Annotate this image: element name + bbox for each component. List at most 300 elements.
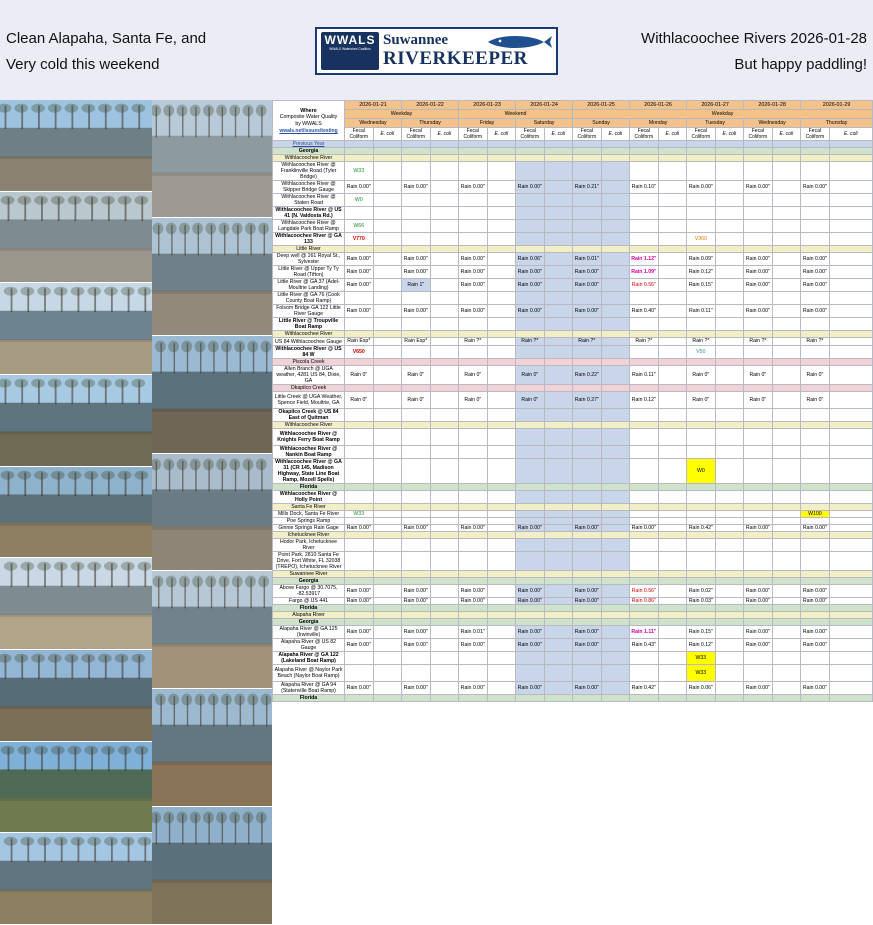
data-cell <box>573 532 602 539</box>
data-cell <box>715 652 744 665</box>
row-location-label[interactable]: Previous Year <box>273 141 345 148</box>
data-cell <box>687 490 716 503</box>
row-location-label: Withlacoochee River @ GA 31 (CR 145, Madison Highway, State Line Boat Ramp, Mozell Spells) <box>273 458 345 483</box>
data-cell <box>715 695 744 702</box>
data-cell <box>345 207 374 220</box>
data-cell <box>373 524 402 531</box>
data-cell: Rain 0.02" <box>687 585 716 598</box>
data-cell <box>544 292 573 305</box>
weekpart-weekday-1: Weekday <box>345 110 459 119</box>
data-cell: Rain 0.00" <box>801 279 830 292</box>
data-cell <box>573 612 602 619</box>
data-cell <box>687 292 716 305</box>
data-cell: W33 <box>345 510 374 517</box>
photo-fallen-tree-over-water <box>0 650 152 741</box>
data-cell <box>772 181 801 194</box>
table-row <box>273 292 873 305</box>
data-cell <box>744 292 773 305</box>
data-cell <box>430 503 459 510</box>
data-cell: Rain 0.06" <box>516 253 545 266</box>
date-header-2026-01-28: 2026-01-28 <box>744 101 801 110</box>
data-cell <box>715 181 744 194</box>
data-cell <box>430 365 459 384</box>
data-cell <box>459 619 488 626</box>
data-cell <box>373 318 402 331</box>
data-cell <box>829 503 872 510</box>
row-location-label: Withlacoochee River @ GA 133 <box>273 233 345 246</box>
data-cell <box>630 148 659 155</box>
data-cell: V650 <box>345 345 374 358</box>
data-cell <box>772 532 801 539</box>
data-cell <box>487 503 516 510</box>
data-cell <box>544 194 573 207</box>
data-cell: Rain 0" <box>687 391 716 408</box>
data-cell <box>744 578 773 585</box>
data-cell <box>687 428 716 445</box>
data-cell: Rain 0" <box>516 365 545 384</box>
data-cell <box>658 524 687 531</box>
data-cell <box>601 318 630 331</box>
table-row <box>273 571 873 578</box>
data-cell <box>630 246 659 253</box>
data-cell: V50 <box>687 345 716 358</box>
data-cell <box>345 155 374 162</box>
data-cell <box>601 305 630 318</box>
data-cell: V360 <box>687 233 716 246</box>
data-cell <box>630 665 659 682</box>
data-cell <box>373 345 402 358</box>
data-cell <box>772 524 801 531</box>
data-cell <box>801 408 830 421</box>
data-cell <box>430 358 459 365</box>
data-cell <box>744 517 773 524</box>
data-cell <box>373 571 402 578</box>
data-cell <box>658 148 687 155</box>
data-cell <box>573 552 602 571</box>
data-cell <box>544 652 573 665</box>
data-cell <box>544 578 573 585</box>
row-location-label: Little Creek @ UGA Weather, Spence Field, Moultrie, GA <box>273 391 345 408</box>
data-cell <box>601 503 630 510</box>
data-cell <box>345 619 374 626</box>
data-cell <box>487 639 516 652</box>
data-cell: Rain 0.00" <box>744 305 773 318</box>
data-cell <box>516 162 545 181</box>
row-location-label: Florida <box>273 483 345 490</box>
data-cell: Rain 0.00" <box>459 253 488 266</box>
data-cell <box>516 194 545 207</box>
data-cell <box>573 331 602 338</box>
where-column-header <box>273 101 345 141</box>
data-cell: Rain 0" <box>345 391 374 408</box>
data-cell <box>487 331 516 338</box>
row-location-label: Georgia <box>273 619 345 626</box>
data-cell <box>829 552 872 571</box>
data-cell <box>801 148 830 155</box>
header-right-text <box>547 26 867 78</box>
data-cell <box>544 503 573 510</box>
data-cell <box>516 612 545 619</box>
data-cell <box>715 665 744 682</box>
data-cell <box>772 552 801 571</box>
data-cell <box>487 155 516 162</box>
data-cell <box>772 503 801 510</box>
col-fecal-5: Fecal Coliform <box>630 128 659 141</box>
data-cell <box>373 220 402 233</box>
data-cell: Rain 0" <box>801 365 830 384</box>
row-location-label: Little River @ GA 76 (Cook County Boat Ramp) <box>273 292 345 305</box>
row-location-label: Georgia <box>273 578 345 585</box>
data-cell <box>487 524 516 531</box>
data-cell: Rain ?* <box>516 338 545 345</box>
data-cell <box>772 194 801 207</box>
data-cell <box>459 246 488 253</box>
data-cell <box>601 220 630 233</box>
data-cell <box>658 652 687 665</box>
data-cell <box>801 503 830 510</box>
data-cell <box>573 194 602 207</box>
data-cell <box>801 155 830 162</box>
data-cell <box>829 517 872 524</box>
data-cell <box>687 571 716 578</box>
data-cell <box>430 458 459 483</box>
photo-concrete-boat-ramp-wall <box>0 192 152 283</box>
table-row <box>273 652 873 665</box>
data-cell: Rain 0" <box>459 391 488 408</box>
data-cell: Rain 0.00" <box>801 305 830 318</box>
col-ecoli-0: E. coli <box>373 128 402 141</box>
data-cell <box>487 510 516 517</box>
data-cell <box>487 148 516 155</box>
data-cell <box>658 220 687 233</box>
data-cell <box>345 458 374 483</box>
data-cell <box>402 532 431 539</box>
data-cell <box>487 552 516 571</box>
data-cell <box>430 141 459 148</box>
data-cell <box>402 162 431 181</box>
data-cell <box>658 253 687 266</box>
date-header-2026-01-27: 2026-01-27 <box>687 101 744 110</box>
data-cell <box>573 220 602 233</box>
table-row <box>273 181 873 194</box>
data-cell <box>601 490 630 503</box>
data-cell: Rain 0.00" <box>402 253 431 266</box>
data-cell <box>516 358 545 365</box>
data-cell <box>829 318 872 331</box>
data-cell <box>829 571 872 578</box>
data-cell <box>829 652 872 665</box>
data-cell: W0 <box>687 458 716 483</box>
data-cell: Rain 0.00" <box>402 266 431 279</box>
data-cell <box>687 155 716 162</box>
data-cell <box>715 458 744 483</box>
data-cell <box>658 141 687 148</box>
data-cell <box>487 365 516 384</box>
data-cell <box>459 652 488 665</box>
data-cell <box>772 517 801 524</box>
data-cell <box>345 665 374 682</box>
data-cell <box>345 246 374 253</box>
data-cell <box>487 279 516 292</box>
data-cell <box>516 445 545 458</box>
data-cell <box>772 490 801 503</box>
data-cell: Rain 0.00" <box>459 639 488 652</box>
data-cell <box>487 619 516 626</box>
data-cell <box>402 483 431 490</box>
data-cell <box>487 605 516 612</box>
data-cell <box>772 578 801 585</box>
data-cell <box>658 408 687 421</box>
data-cell <box>459 458 488 483</box>
data-cell: Rain 0.00" <box>801 266 830 279</box>
data-cell <box>430 524 459 531</box>
data-cell <box>516 578 545 585</box>
data-cell <box>459 318 488 331</box>
data-cell <box>345 483 374 490</box>
data-cell: Rain 0.00" <box>573 585 602 598</box>
data-cell <box>829 331 872 338</box>
data-cell <box>772 384 801 391</box>
data-cell: Rain 0.00" <box>345 266 374 279</box>
data-cell: Rain 0.06" <box>687 682 716 695</box>
data-cell <box>630 445 659 458</box>
data-cell <box>516 318 545 331</box>
data-cell <box>373 532 402 539</box>
data-cell <box>573 384 602 391</box>
data-cell <box>829 338 872 345</box>
data-cell: W66 <box>345 220 374 233</box>
data-cell <box>516 292 545 305</box>
data-cell <box>658 605 687 612</box>
data-cell <box>487 490 516 503</box>
day-header-Saturday: Saturday <box>516 119 573 128</box>
row-location-label: Ginnie Springs Rain Gage <box>273 524 345 531</box>
where-sub1: Composite Water Quality <box>273 114 344 121</box>
data-cell: W33 <box>687 652 716 665</box>
data-cell: Rain 0" <box>345 365 374 384</box>
row-location-label: Point Park, 2810 Santa Fe Drive, Fort White, FL 32038 (TREPO), Ichetucknee River <box>273 552 345 571</box>
data-cell <box>715 194 744 207</box>
data-cell: Rain 0.21" <box>573 181 602 194</box>
data-cell <box>573 358 602 365</box>
data-cell <box>544 552 573 571</box>
data-cell <box>744 141 773 148</box>
data-cell <box>373 652 402 665</box>
data-cell: Rain 0.00" <box>402 524 431 531</box>
data-cell <box>687 141 716 148</box>
data-cell <box>430 391 459 408</box>
data-cell <box>544 408 573 421</box>
date-header-2026-01-23: 2026-01-23 <box>459 101 516 110</box>
table-row <box>273 338 873 345</box>
data-cell: Rain 0.00" <box>345 626 374 639</box>
table-row <box>273 503 873 510</box>
data-cell <box>801 619 830 626</box>
row-location-label: Florida <box>273 605 345 612</box>
data-cell <box>715 639 744 652</box>
data-cell <box>430 483 459 490</box>
data-cell <box>516 421 545 428</box>
data-cell <box>516 233 545 246</box>
data-cell <box>544 571 573 578</box>
row-location-label: Alapaha River @ Naylor Park Beach (Naylor Boat Ramp) <box>273 665 345 682</box>
data-cell <box>744 532 773 539</box>
data-cell <box>744 233 773 246</box>
data-cell <box>601 532 630 539</box>
data-cell <box>516 331 545 338</box>
data-cell <box>829 233 872 246</box>
data-cell <box>829 421 872 428</box>
data-cell: Rain 0.00" <box>402 181 431 194</box>
data-cell: Rain 0.00" <box>345 682 374 695</box>
data-cell <box>744 458 773 483</box>
data-cell <box>772 695 801 702</box>
data-cell <box>345 539 374 552</box>
data-cell <box>829 619 872 626</box>
data-cell <box>601 292 630 305</box>
data-cell <box>516 148 545 155</box>
data-cell <box>402 292 431 305</box>
data-cell <box>544 391 573 408</box>
data-cell <box>715 220 744 233</box>
data-cell <box>373 365 402 384</box>
data-cell <box>772 253 801 266</box>
weekpart-weekend: Weekend <box>459 110 573 119</box>
data-cell <box>430 253 459 266</box>
data-cell <box>687 162 716 181</box>
row-location-label: Florida <box>273 695 345 702</box>
data-cell <box>630 458 659 483</box>
row-location-label: Georgia <box>273 148 345 155</box>
col-fecal-7: Fecal Coliform <box>744 128 773 141</box>
data-cell <box>601 665 630 682</box>
data-cell <box>544 338 573 345</box>
data-cell <box>829 148 872 155</box>
data-cell <box>658 155 687 162</box>
data-cell: Rain 0.00" <box>345 585 374 598</box>
table-row <box>273 483 873 490</box>
data-cell <box>544 619 573 626</box>
table-row <box>273 524 873 531</box>
data-cell <box>772 639 801 652</box>
data-cell <box>601 141 630 148</box>
data-cell <box>487 292 516 305</box>
data-cell: Rain 0.00" <box>801 598 830 605</box>
data-cell <box>658 181 687 194</box>
data-cell <box>487 318 516 331</box>
photo-pine-forest-path <box>0 742 152 833</box>
data-cell <box>687 246 716 253</box>
data-cell <box>430 155 459 162</box>
data-cell <box>459 408 488 421</box>
data-cell <box>544 246 573 253</box>
day-header-Friday: Friday <box>459 119 516 128</box>
table-row <box>273 458 873 483</box>
wwals-testing-link[interactable]: wwals.net/issues/testing <box>279 127 338 134</box>
photo-collage <box>0 100 272 925</box>
row-location-label: Above Fargo @ 30.7075, -82.53917 <box>273 585 345 598</box>
data-cell <box>402 246 431 253</box>
data-cell <box>801 318 830 331</box>
data-cell <box>516 428 545 445</box>
table-row <box>273 626 873 639</box>
data-cell <box>715 207 744 220</box>
table-row <box>273 358 873 365</box>
data-cell <box>516 619 545 626</box>
photo-river-through-trees-sun <box>0 375 152 466</box>
data-cell <box>829 532 872 539</box>
data-cell <box>772 682 801 695</box>
header-banner <box>0 0 873 100</box>
data-cell <box>801 292 830 305</box>
data-cell <box>829 682 872 695</box>
data-cell <box>516 532 545 539</box>
data-cell: Rain 0.42" <box>630 682 659 695</box>
data-cell <box>658 365 687 384</box>
data-cell <box>544 639 573 652</box>
data-cell <box>601 181 630 194</box>
data-cell <box>715 318 744 331</box>
data-cell <box>544 141 573 148</box>
data-cell <box>744 612 773 619</box>
data-cell <box>544 524 573 531</box>
data-cell <box>345 148 374 155</box>
table-row <box>273 305 873 318</box>
data-cell <box>829 384 872 391</box>
data-cell: Rain 0.00" <box>516 279 545 292</box>
data-cell <box>715 552 744 571</box>
data-cell: Rain 1.09" <box>630 266 659 279</box>
data-cell: Rain 0.01" <box>459 626 488 639</box>
data-cell: Rain ?* <box>744 338 773 345</box>
data-cell <box>715 345 744 358</box>
data-cell <box>373 598 402 605</box>
data-cell <box>801 220 830 233</box>
data-cell <box>544 279 573 292</box>
data-cell <box>459 345 488 358</box>
data-cell <box>801 571 830 578</box>
photo-dog-in-red-harness-on-bank <box>0 467 152 558</box>
data-cell <box>487 539 516 552</box>
col-fecal-6: Fecal Coliform <box>687 128 716 141</box>
data-cell <box>715 682 744 695</box>
data-cell <box>345 605 374 612</box>
data-cell: Rain 0.00" <box>516 682 545 695</box>
data-cell <box>772 345 801 358</box>
data-cell: Rain 0.00" <box>402 585 431 598</box>
data-cell <box>829 598 872 605</box>
data-cell <box>430 318 459 331</box>
data-cell: Rain 0.11" <box>630 365 659 384</box>
col-ecoli-8: E. coli <box>829 128 872 141</box>
water-quality-table-wrap <box>272 100 873 925</box>
data-cell <box>829 358 872 365</box>
data-cell <box>630 483 659 490</box>
data-cell <box>829 266 872 279</box>
data-cell <box>744 194 773 207</box>
data-cell: Rain 0.15" <box>687 626 716 639</box>
data-cell <box>658 384 687 391</box>
data-cell: Rain 0.11" <box>687 305 716 318</box>
data-cell <box>772 585 801 598</box>
data-cell <box>544 458 573 483</box>
data-cell <box>744 605 773 612</box>
data-cell <box>516 345 545 358</box>
data-cell <box>715 155 744 162</box>
data-cell <box>829 391 872 408</box>
data-cell: Rain 0.43" <box>630 639 659 652</box>
row-location-label: Withlacoochee River @ Skipper Bridge Gauge <box>273 181 345 194</box>
